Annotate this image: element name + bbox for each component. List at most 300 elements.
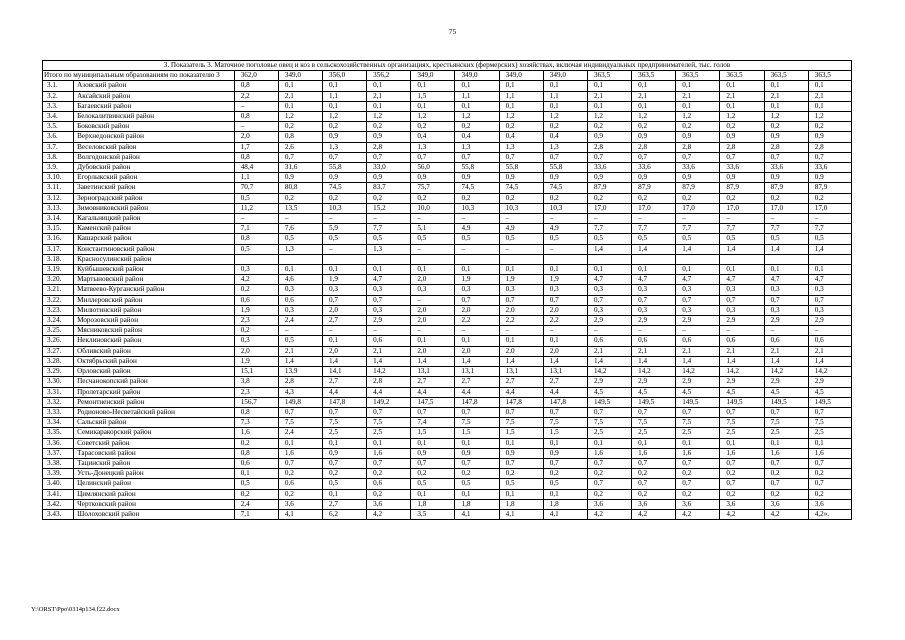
cell-value: 7,7 (367, 224, 411, 234)
row-number: 3.14. (43, 214, 74, 224)
cell-value: 0,1 (499, 101, 543, 111)
cell-value: 2,0 (234, 132, 278, 142)
cell-value: 0,9 (367, 132, 411, 142)
cell-value: 31,6 (278, 163, 322, 173)
cell-value: 1,1 (323, 91, 367, 101)
district-name: Белокалитвинский район (74, 112, 235, 122)
district-name: Волгодонской район (74, 152, 235, 162)
cell-value: 0,3 (499, 285, 543, 295)
cell-value: 0,4 (411, 132, 455, 142)
cell-value: 0,7 (676, 295, 720, 305)
district-name: Целинский район (74, 479, 235, 489)
cell-value: 1,8 (455, 499, 499, 509)
cell-value: 0,1 (455, 489, 499, 499)
table-row (43, 387, 852, 397)
table-row (43, 254, 852, 264)
table-row (43, 193, 852, 203)
table-row (43, 81, 852, 91)
cell-value: 14,2 (676, 367, 720, 377)
cell-value: 2,0 (499, 305, 543, 315)
cell-value: 0,2 (764, 489, 808, 499)
cell-value: 0,5 (278, 234, 322, 244)
cell-value: 0,1 (808, 101, 851, 111)
cell-value: 0,1 (808, 438, 851, 448)
cell-value: 0,2 (323, 469, 367, 479)
cell-value: 0,7 (323, 407, 367, 417)
cell-value: 33,6 (676, 163, 720, 173)
cell-value: 0,2 (455, 193, 499, 203)
cell-value: 0,1 (543, 101, 587, 111)
row-number: 3.7. (43, 142, 74, 152)
cell-value: 2,7 (543, 377, 587, 387)
cell-value: 0,1 (323, 81, 367, 91)
cell-value: 0,1 (587, 438, 631, 448)
cell-value: 2,1 (808, 346, 851, 356)
row-number: 3.6. (43, 132, 74, 142)
cell-value: 2,1 (367, 91, 411, 101)
cell-value: 70,7 (234, 183, 278, 193)
cell-value: 0,3 (587, 285, 631, 295)
cell-value: 0,9 (808, 173, 851, 183)
cell-value: 149,5 (720, 397, 764, 407)
table-row (43, 428, 852, 438)
cell-value: 0,1 (764, 101, 808, 111)
cell-value: 0,3 (632, 305, 676, 315)
cell-value: 0,9 (323, 132, 367, 142)
cell-value: 7,1 (234, 224, 278, 234)
cell-value: 0,7 (764, 458, 808, 468)
cell-value: 2,1 (632, 346, 676, 356)
cell-value: 2,7 (323, 499, 367, 509)
cell-value: 2,0 (411, 346, 455, 356)
total-value: 363,5 (808, 71, 851, 81)
district-name: Семикаракорский район (74, 428, 235, 438)
cell-value: 0,2 (499, 469, 543, 479)
cell-value: 14,2 (587, 367, 631, 377)
district-name: Пролетарский район (74, 387, 235, 397)
cell-value: 0,7 (808, 295, 851, 305)
cell-value: 1,2 (455, 112, 499, 122)
cell-value (367, 254, 411, 264)
cell-value: 1,8 (499, 499, 543, 509)
cell-value: 0,7 (323, 458, 367, 468)
cell-value: 0,1 (676, 81, 720, 91)
table-row (43, 244, 852, 254)
row-number: 3.38. (43, 458, 74, 468)
total-value: 356,0 (323, 71, 367, 81)
total-value: 349,0 (543, 71, 587, 81)
cell-value: – (808, 214, 851, 224)
cell-value: 0,2 (676, 469, 720, 479)
cell-value: 10,3 (543, 203, 587, 213)
district-name: Сальский район (74, 418, 235, 428)
cell-value: 147,8 (455, 397, 499, 407)
cell-value: 0,9 (720, 173, 764, 183)
cell-value: 0,1 (587, 101, 631, 111)
cell-value: 0,5 (587, 234, 631, 244)
cell-value: – (323, 326, 367, 336)
cell-value: 0,7 (367, 152, 411, 162)
cell-value: 0,2 (543, 122, 587, 132)
district-name: Азовский район (74, 81, 235, 91)
cell-value: 149,5 (587, 397, 631, 407)
row-number: 3.42. (43, 499, 74, 509)
cell-value: 2,1 (764, 346, 808, 356)
cell-value: 0,1 (323, 336, 367, 346)
cell-value: 1,4 (632, 244, 676, 254)
cell-value: 0,9 (411, 173, 455, 183)
cell-value: 0,2 (676, 122, 720, 132)
cell-value: – (543, 326, 587, 336)
cell-value: 7,5 (632, 418, 676, 428)
cell-value: 0,7 (543, 407, 587, 417)
cell-value (764, 254, 808, 264)
cell-value: 4,2 (587, 509, 631, 519)
footer-file-path: Y:\ORST\Ppo\0314p134.f22.docx (31, 606, 120, 613)
cell-value: 4,2 (676, 509, 720, 519)
cell-value: 0,9 (587, 132, 631, 142)
cell-value: 2,9 (764, 377, 808, 387)
cell-value: 0,3 (234, 336, 278, 346)
cell-value: 0,2 (676, 489, 720, 499)
cell-value: 1,6 (676, 448, 720, 458)
cell-value: 2,0 (411, 305, 455, 315)
row-number: 3.39. (43, 469, 74, 479)
row-number: 3.9. (43, 163, 74, 173)
cell-value: 7,7 (764, 224, 808, 234)
cell-value (499, 254, 543, 264)
cell-value: 1,4 (676, 356, 720, 366)
district-name: Багаевский район (74, 101, 235, 111)
cell-value: 0,3 (587, 305, 631, 315)
cell-value: 7,5 (808, 418, 851, 428)
cell-value: 1,1 (234, 173, 278, 183)
cell-value: 2,9 (720, 377, 764, 387)
cell-value: 4,3 (278, 387, 322, 397)
cell-value: 2,6 (278, 142, 322, 152)
cell-value: 0,7 (323, 295, 367, 305)
cell-value: 0,5 (764, 234, 808, 244)
cell-value: 1,7 (234, 142, 278, 152)
cell-value: 74,5 (499, 183, 543, 193)
cell-value: 0,2 (234, 326, 278, 336)
cell-value: 0,1 (499, 336, 543, 346)
cell-value: 0,1 (411, 489, 455, 499)
cell-value: 2,1 (587, 346, 631, 356)
cell-value: 0,9 (632, 132, 676, 142)
cell-value: 10,0 (411, 203, 455, 213)
cell-value: 2,4 (278, 428, 322, 438)
cell-value: 55,8 (543, 163, 587, 173)
cell-value: 0,6 (278, 295, 322, 305)
cell-value: 0,7 (720, 295, 764, 305)
cell-value: 0,1 (455, 336, 499, 346)
cell-value: 1,4 (499, 356, 543, 366)
cell-value: 4,1 (455, 509, 499, 519)
cell-value: 4,2 (367, 509, 411, 519)
cell-value: – (323, 244, 367, 254)
cell-value: 0,1 (676, 438, 720, 448)
row-number: 3.25. (43, 326, 74, 336)
cell-value: 0,1 (543, 81, 587, 91)
cell-value: 1,4 (720, 244, 764, 254)
cell-value: 4,2». (808, 509, 851, 519)
cell-value: 2,2 (234, 91, 278, 101)
row-number: 3.28. (43, 356, 74, 366)
row-number: 3.16. (43, 234, 74, 244)
cell-value: 0,6 (764, 336, 808, 346)
cell-value: 3,6 (367, 499, 411, 509)
table-row (43, 479, 852, 489)
cell-value: 0,1 (632, 81, 676, 91)
cell-value: 87,9 (764, 183, 808, 193)
cell-value: – (764, 214, 808, 224)
cell-value: 11,2 (234, 203, 278, 213)
cell-value: 55,8 (455, 163, 499, 173)
cell-value: 0,8 (234, 152, 278, 162)
cell-value: 0,7 (764, 407, 808, 417)
row-number: 3.23. (43, 305, 74, 315)
cell-value: 0,9 (455, 173, 499, 183)
cell-value: 4,2 (234, 275, 278, 285)
cell-value: 2,8 (764, 142, 808, 152)
cell-value: 0,8 (234, 112, 278, 122)
cell-value: 1,6 (764, 448, 808, 458)
cell-value: 1,6 (234, 428, 278, 438)
table-row (43, 336, 852, 346)
cell-value: 0,2 (499, 193, 543, 203)
cell-value: 0,2 (632, 122, 676, 132)
cell-value: 4,5 (720, 387, 764, 397)
cell-value: 87,9 (720, 183, 764, 193)
cell-value: 7,5 (764, 418, 808, 428)
cell-value: 0,4 (543, 132, 587, 142)
cell-value: 2,0 (323, 305, 367, 315)
cell-value: 7,5 (367, 418, 411, 428)
table-row (43, 438, 852, 448)
cell-value: 0,7 (587, 479, 631, 489)
table-row (43, 214, 852, 224)
district-name: Морозовский район (74, 316, 235, 326)
cell-value: 0,6 (234, 458, 278, 468)
cell-value: 0,7 (411, 407, 455, 417)
cell-value: 2,9 (367, 316, 411, 326)
table-row (43, 305, 852, 315)
cell-value: 87,9 (587, 183, 631, 193)
cell-value: 2,8 (367, 377, 411, 387)
cell-value (411, 254, 455, 264)
cell-value: 0,5 (543, 234, 587, 244)
district-name: Орловский район (74, 367, 235, 377)
cell-value (676, 254, 720, 264)
cell-value: 0,7 (632, 479, 676, 489)
cell-value: 1,4 (720, 356, 764, 366)
cell-value: 0,7 (278, 458, 322, 468)
cell-value: 14,2 (632, 367, 676, 377)
cell-value: 7,5 (676, 418, 720, 428)
cell-value: 0,7 (808, 479, 851, 489)
total-value: 363,5 (676, 71, 720, 81)
row-number: 3.43. (43, 509, 74, 519)
cell-value: 1,2 (323, 112, 367, 122)
cell-value (234, 254, 278, 264)
cell-value: 0,7 (676, 407, 720, 417)
cell-value: 0,2 (587, 122, 631, 132)
cell-value: 0,3 (367, 305, 411, 315)
district-name: Кашарский район (74, 234, 235, 244)
cell-value: 2,7 (499, 377, 543, 387)
cell-value: 0,1 (323, 489, 367, 499)
cell-value: 0,1 (543, 265, 587, 275)
cell-value: 2,8 (676, 142, 720, 152)
cell-value: – (676, 326, 720, 336)
cell-value: 7,7 (676, 224, 720, 234)
cell-value: 1,5 (411, 91, 455, 101)
cell-value: 0,3 (764, 305, 808, 315)
cell-value: 0,7 (676, 479, 720, 489)
cell-value: 0,2 (234, 285, 278, 295)
row-number: 3.13. (43, 203, 74, 213)
cell-value: 87,9 (632, 183, 676, 193)
cell-value: 1,5 (499, 428, 543, 438)
cell-value: 3,6 (720, 499, 764, 509)
table-row (43, 203, 852, 213)
cell-value: 0,5 (323, 234, 367, 244)
cell-value: 1,4 (543, 356, 587, 366)
table-row (43, 295, 852, 305)
cell-value: 33,6 (632, 163, 676, 173)
cell-value: 0,7 (676, 458, 720, 468)
cell-value: 1,2 (676, 112, 720, 122)
cell-value: 83,7 (367, 183, 411, 193)
cell-value: 0,2 (323, 122, 367, 132)
table-row (43, 285, 852, 295)
cell-value: 0,7 (720, 458, 764, 468)
cell-value: 2,1 (764, 91, 808, 101)
cell-value: 1,4 (808, 356, 851, 366)
cell-value: 33,6 (764, 163, 808, 173)
cell-value: 1,3 (411, 142, 455, 152)
cell-value: 0,6 (234, 295, 278, 305)
cell-value: 17,0 (720, 203, 764, 213)
table-heading: 3. Показатель 3. Маточное поголовье овец и коз в сельскохозяйственных организациях, крестьянских (фермерских) хозяйствах, включая индивидуальных предпринимателей, тыс. голов (43, 61, 852, 71)
row-number: 3.30. (43, 377, 74, 387)
cell-value: 2,7 (411, 377, 455, 387)
cell-value: 0,4 (499, 132, 543, 142)
district-name: Шолоховский район (74, 509, 235, 519)
cell-value: 17,0 (764, 203, 808, 213)
cell-value: 0,2 (278, 193, 322, 203)
cell-value: 0,7 (499, 407, 543, 417)
cell-value: 4,5 (676, 387, 720, 397)
cell-value: 2,8 (367, 142, 411, 152)
table-row (43, 173, 852, 183)
cell-value: 0,1 (676, 101, 720, 111)
cell-value: – (455, 326, 499, 336)
cell-value: 1,2 (411, 112, 455, 122)
cell-value (455, 254, 499, 264)
cell-value: 1,8 (411, 499, 455, 509)
cell-value: – (278, 214, 322, 224)
table-row (43, 122, 852, 132)
cell-value: 0,7 (543, 295, 587, 305)
cell-value: 4,1 (499, 509, 543, 519)
table-row (43, 448, 852, 458)
cell-value: 0,2 (720, 469, 764, 479)
district-name: Усть-Донецкий район (74, 469, 235, 479)
cell-value: 0,1 (632, 438, 676, 448)
row-number: 3.36. (43, 438, 74, 448)
cell-value: 0,6 (676, 336, 720, 346)
cell-value (543, 254, 587, 264)
cell-value: 0,1 (411, 438, 455, 448)
cell-value: 0,1 (278, 81, 322, 91)
cell-value: 74,5 (455, 183, 499, 193)
cell-value: 2,1 (367, 346, 411, 356)
cell-value: 0,1 (455, 438, 499, 448)
cell-value: 0,2 (367, 489, 411, 499)
cell-value: 4,5 (632, 387, 676, 397)
cell-value: – (367, 214, 411, 224)
cell-value: 0,8 (234, 407, 278, 417)
cell-value: 0,8 (234, 448, 278, 458)
cell-value: 56,0 (411, 163, 455, 173)
cell-value: 2,5 (632, 428, 676, 438)
cell-value: 2,1 (676, 346, 720, 356)
cell-value: – (676, 214, 720, 224)
cell-value: – (411, 295, 455, 305)
cell-value: 0,3 (764, 285, 808, 295)
cell-value: 2,1 (676, 91, 720, 101)
row-number: 3.5. (43, 122, 74, 132)
cell-value: 1,2 (543, 112, 587, 122)
cell-value: 1,4 (367, 356, 411, 366)
cell-value: 0,7 (499, 458, 543, 468)
cell-value: 0,2 (808, 193, 851, 203)
cell-value: – (720, 326, 764, 336)
cell-value: 2,9 (808, 316, 851, 326)
cell-value: 1,2 (720, 112, 764, 122)
cell-value: 0,2 (455, 469, 499, 479)
row-number: 3.37. (43, 448, 74, 458)
district-name: Заветинский район (74, 183, 235, 193)
total-label: Итого по муниципальным образованиям по показателю 3 (43, 71, 235, 81)
cell-value: 1,9 (499, 275, 543, 285)
cell-value: 0,7 (411, 458, 455, 468)
cell-value: 17,0 (587, 203, 631, 213)
cell-value: 4,4 (499, 387, 543, 397)
cell-value: 4,7 (720, 275, 764, 285)
cell-value: 0,9 (543, 173, 587, 183)
cell-value: 0,2 (587, 469, 631, 479)
cell-value: 0,1 (632, 265, 676, 275)
district-name: Родионово-Несветайский район (74, 407, 235, 417)
cell-value: 33,6 (720, 163, 764, 173)
cell-value: 2,1 (278, 91, 322, 101)
cell-value: 0,1 (278, 265, 322, 275)
cell-value: 0,5 (234, 244, 278, 254)
cell-value: 0,1 (411, 101, 455, 111)
cell-value: 55,8 (499, 163, 543, 173)
cell-value: 2,5 (720, 428, 764, 438)
district-name: Октябрьский район (74, 356, 235, 366)
cell-value: 0,2 (764, 122, 808, 132)
cell-value: 2,5 (676, 428, 720, 438)
table-row (43, 163, 852, 173)
cell-value: 4,5 (587, 387, 631, 397)
cell-value: 2,0 (411, 316, 455, 326)
cell-value (323, 254, 367, 264)
